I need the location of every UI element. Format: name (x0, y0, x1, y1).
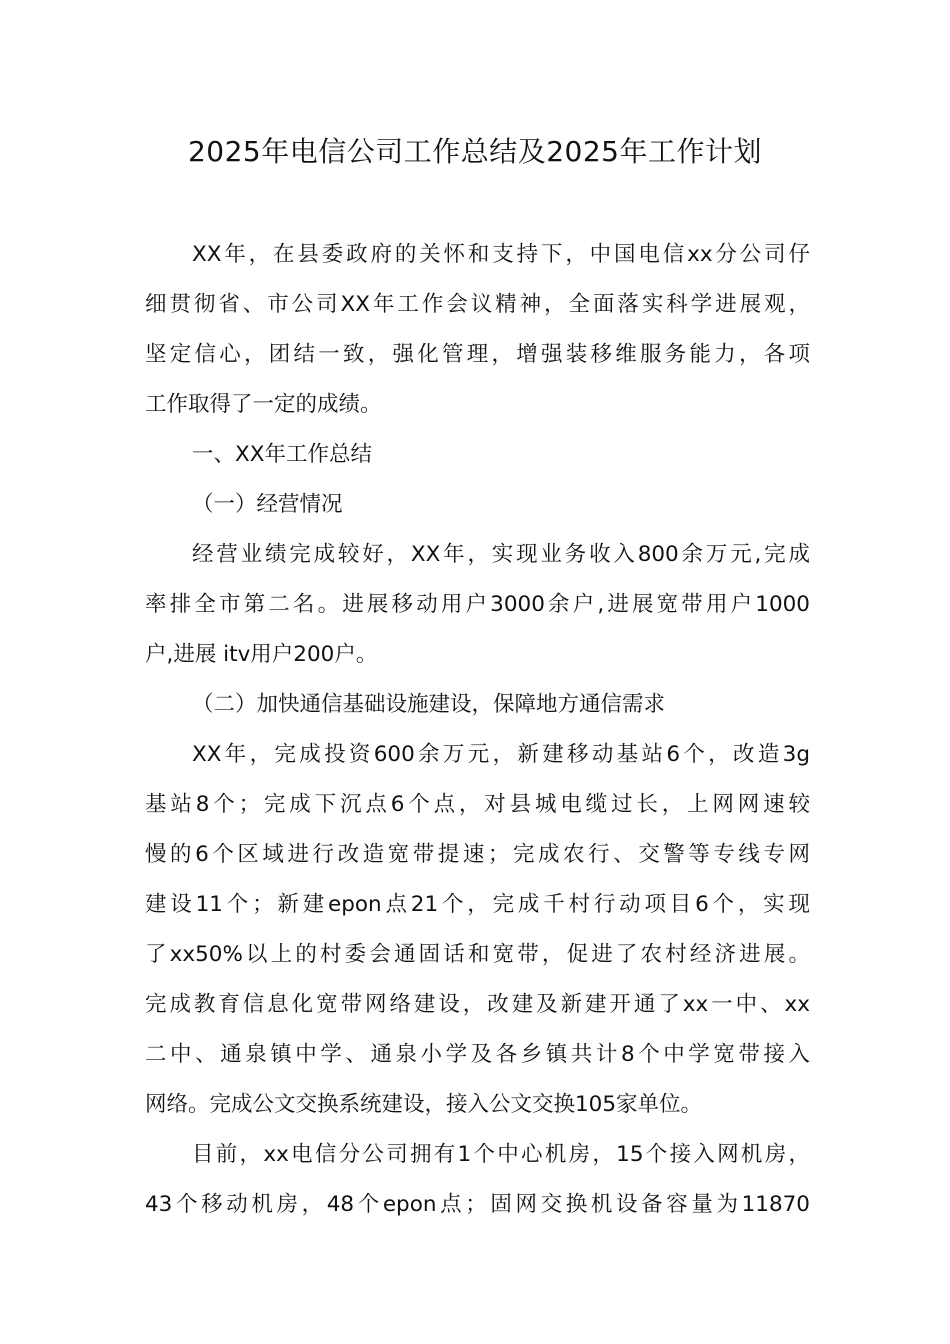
text-line: 经营业绩完成较好，XX年，实现业务收入800余万元,完成 (192, 542, 810, 567)
text-line: 坚定信心，团结一致，强化管理，增强装移维服务能力，各项 (145, 342, 810, 367)
text-line: 完成教育信息化宽带网络建设，改建及新建开通了xx一中、xx (145, 992, 810, 1017)
text-line: 了xx50%以上的村委会通固话和宽带，促进了农村经济进展。 (145, 942, 810, 967)
text-line: 基站8个；完成下沉点6个点，对县城电缆过长，上网网速较 (145, 792, 810, 817)
text-line: XX年，在县委政府的关怀和支持下，中国电信xx分公司仔 (192, 242, 810, 267)
text-line: 一、XX年工作总结 (192, 442, 372, 467)
text-line: 工作取得了一定的成绩。 (145, 392, 382, 417)
text-line: 网络。完成公文交换系统建设，接入公文交换105家单位。 (145, 1092, 703, 1117)
text-line: 建设11个；新建epon点21个，完成千村行动项目6个，实现 (145, 892, 810, 917)
text-line: 户,进展 itv用户200户。 (145, 642, 378, 667)
text-line: （二）加快通信基础设施建设，保障地方通信需求 (192, 692, 666, 717)
text-line: 二中、通泉镇中学、通泉小学及各乡镇共计8个中学宽带接入 (145, 1042, 810, 1067)
document-title: 2025年电信公司工作总结及2025年工作计划 (187, 135, 763, 168)
text-line: 目前，xx电信分公司拥有1个中心机房，15个接入网机房， (192, 1142, 810, 1167)
text-line: 率排全市第二名。进展移动用户3000余户,进展宽带用户1000 (145, 592, 810, 617)
text-line: 43个移动机房，48个epon点；固网交换机设备容量为11870 (145, 1192, 810, 1217)
text-line: 细贯彻省、市公司XX年工作会议精神，全面落实科学进展观， (145, 292, 810, 317)
text-line: （一）经营情况 (192, 492, 343, 517)
text-line: XX年，完成投资600余万元，新建移动基站6个，改造3g (192, 742, 810, 767)
document-body (145, 230, 810, 1230)
text-line: 慢的6个区域进行改造宽带提速；完成农行、交警等专线专网 (145, 842, 810, 867)
